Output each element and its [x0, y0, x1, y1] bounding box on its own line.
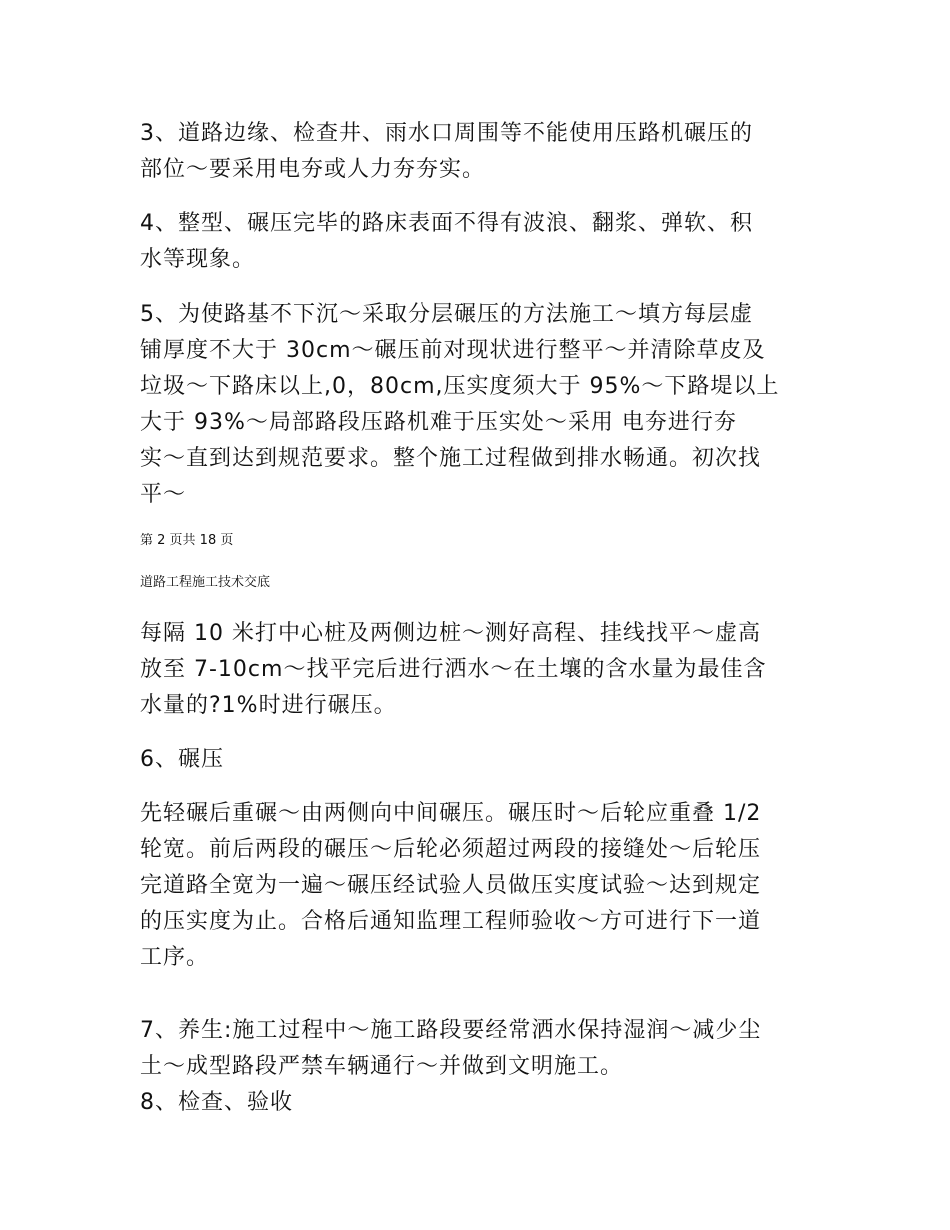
text-line: 工序。	[140, 945, 210, 970]
section-heading-inspection	[140, 1085, 293, 1121]
paragraph-compaction-procedure	[140, 796, 761, 976]
text-line: 3、道路边缘、检查井、雨水口周围等不能使用压路机碾压的	[140, 121, 753, 146]
text-line: 先轻碾后重碾～由两侧向中间碾压。碾压时～后轮应重叠 1/2	[140, 801, 762, 826]
text-line: 轮宽。前后两段的碾压～后轮必须超过两段的接缝处～后轮压	[140, 837, 762, 862]
text-line: 8、检查、验收	[140, 1090, 293, 1115]
paragraph-7-curing	[140, 1013, 761, 1085]
paragraph-3-road-edges	[140, 116, 753, 188]
paragraph-4-subgrade-surface	[140, 206, 753, 278]
text-line: 的压实度为止。合格后通知监理工程师验收～方可进行下一道	[140, 909, 762, 934]
text-line: 水等现象。	[140, 247, 256, 272]
text-line: 4、整型、碾压完毕的路床表面不得有波浪、翻浆、弹软、积	[140, 211, 753, 236]
text-line: 6、碾压	[140, 747, 224, 772]
page-header-title: 道路工程施工技术交底	[140, 575, 271, 590]
text-line: 铺厚度不大于 30cm～碾压前对现状进行整平～并清除草皮及	[140, 338, 766, 363]
text-line: 大于 93%～局部路段压路机难于压实处～采用 电夯进行夯	[140, 410, 737, 435]
paragraph-leveling	[140, 616, 766, 724]
text-line: 部位～要采用电夯或人力夯夯实。	[140, 157, 486, 182]
section-heading-compaction	[140, 742, 224, 778]
text-line: 水量的?1%时进行碾压。	[140, 693, 397, 718]
paragraph-5-layered-compaction	[140, 297, 779, 513]
text-line: 7、养生:施工过程中～施工路段要经常洒水保持湿润～减少尘	[140, 1018, 762, 1043]
text-line: 放至 7-10cm～找平完后进行洒水～在土壤的含水量为最佳含	[140, 657, 767, 682]
text-line: 土～成型路段严禁车辆通行～并做到文明施工。	[140, 1054, 624, 1079]
text-line: 垃圾～下路床以上,0，80cm,压实度须大于 95%～下路堤以上	[140, 374, 780, 399]
text-line: 完道路全宽为一遍～碾压经试验人员做压实度试验～达到规定	[140, 873, 762, 898]
text-line: 平～	[140, 482, 187, 507]
text-line: 5、为使路基不下沉～采取分层碾压的方法施工～填方每层虚	[140, 302, 753, 327]
page-number-footer: 第 2 页共 18 页	[140, 533, 234, 548]
text-line: 实～直到达到规范要求。整个施工过程做到排水畅通。初次找	[140, 446, 762, 471]
text-line: 每隔 10 米打中心桩及两侧边桩～测好高程、挂线找平～虚高	[140, 621, 761, 646]
